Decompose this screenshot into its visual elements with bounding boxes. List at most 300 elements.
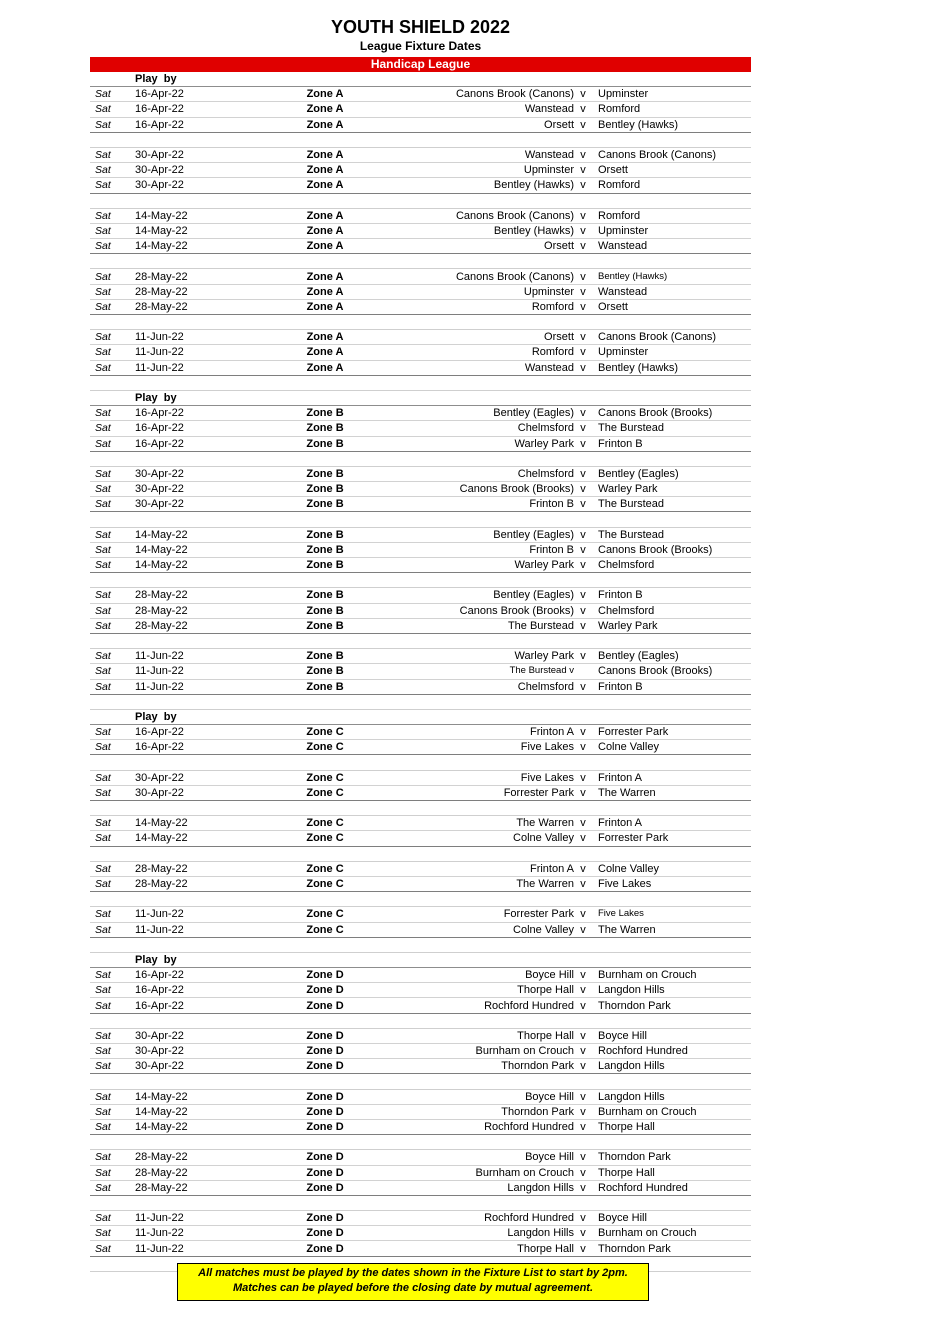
zone-cell: Zone B [306,467,344,480]
home-team: The Warren [516,878,574,891]
versus-cell: v [580,1166,586,1179]
home-team: Boyce Hill [525,969,574,982]
fixture-row [90,558,751,573]
away-team: Burnham on Crouch [598,1227,697,1240]
fixture-row [90,345,751,360]
away-team: Upminster [598,224,649,237]
day-cell: Sat [95,164,111,177]
away-team: The Burstead [598,422,665,435]
spacer-row [90,1014,751,1029]
date-cell: 30-Apr-22 [135,164,184,177]
versus-cell: v [580,224,586,237]
home-team: Canons Brook (Brooks) [459,604,574,617]
zone-cell: Zone D [306,1105,344,1118]
day-cell: Sat [95,1227,111,1240]
versus-cell: v [580,467,586,480]
home-team: Upminster [523,285,574,298]
date-cell: 30-Apr-22 [135,771,184,784]
page-title: YOUTH SHIELD 2022 [330,17,511,37]
versus-cell: v [580,680,586,693]
fixture-row [90,285,751,300]
day-cell: Sat [95,665,111,678]
day-cell: Sat [95,1029,111,1042]
away-team: Colne Valley [598,862,659,875]
away-team: Frinton A [598,771,643,784]
fixture-row [90,224,751,239]
day-cell: Sat [95,1181,111,1194]
versus-cell: v [580,923,586,936]
fixture-row [90,269,751,284]
fixture-row [90,118,751,133]
date-cell: 14-May-22 [135,209,188,222]
day-cell: Sat [95,346,111,359]
versus-cell: v [580,817,586,830]
away-team: Warley Park [598,619,658,632]
away-team: Colne Valley [598,741,659,754]
versus-cell: v [580,346,586,359]
fixture-row [90,771,751,786]
day-cell: Sat [95,224,111,237]
day-cell: Sat [95,726,111,739]
home-team: Bentley (Eagles) [493,589,574,602]
fixture-row [90,664,751,679]
date-cell: 28-May-22 [135,270,188,283]
away-team: The Warren [598,786,656,799]
date-cell: 14-May-22 [135,528,188,541]
date-cell: 14-May-22 [135,240,188,253]
versus-cell: v [580,908,586,921]
fixture-row [90,178,751,193]
away-team: Upminster [598,346,649,359]
versus-cell: v [580,103,586,116]
home-team: Burnham on Crouch [475,1166,574,1179]
spacer-row [90,452,751,467]
versus-cell: v [580,1060,586,1073]
home-team: Rochford Hundred [484,1212,574,1225]
date-cell: 28-May-22 [135,619,188,632]
zone-cell: Zone D [306,1242,344,1255]
date-cell: 16-Apr-22 [135,407,184,420]
zone-cell: Zone A [306,179,344,192]
spacer-row [90,254,751,269]
date-cell: 11-Jun-22 [135,908,184,921]
day-cell: Sat [95,467,111,480]
fixture-row [90,1029,751,1044]
zone-cell: Zone A [306,118,344,131]
versus-cell: v [580,1121,586,1134]
away-team: Bentley (Hawks) [598,361,679,374]
home-team: Upminster [523,164,574,177]
spacer-row [90,634,751,649]
versus-cell: v [580,1181,586,1194]
home-team: Thorndon Park [501,1060,574,1073]
away-team: Orsett [598,300,628,313]
date-cell: 30-Apr-22 [135,1029,184,1042]
versus-cell: v [580,164,586,177]
date-cell: 11-Jun-22 [135,923,184,936]
away-team: Langdon Hills [598,1060,665,1073]
day-cell: Sat [95,786,111,799]
away-team: Bentley (Eagles) [598,650,679,663]
versus-cell: v [580,862,586,875]
zone-cell: Zone C [306,908,344,921]
versus-cell: v [580,1029,586,1042]
day-cell: Sat [95,923,111,936]
away-team: Boyce Hill [598,1029,647,1042]
away-team: Warley Park [598,483,658,496]
home-team: Langdon Hills [507,1181,574,1194]
day-cell: Sat [95,741,111,754]
home-team: Forrester Park [503,786,574,799]
zone-cell: Zone B [306,407,344,420]
zone-cell: Zone B [306,680,344,693]
home-team: Boyce Hill [525,1090,574,1103]
home-team: Boyce Hill [525,1151,574,1164]
zone-cell: Zone B [306,543,344,556]
away-team: Thorpe Hall [598,1166,655,1179]
date-cell: 30-Apr-22 [135,467,184,480]
fixture-row [90,406,751,421]
fixture-row [90,482,751,497]
footer-note-line2: Matches can be played before the closing date by mutual agreement. [232,1282,594,1294]
away-team: Romford [598,179,641,192]
fixture-row [90,1166,751,1181]
home-team: Romford [531,300,574,313]
home-team: Bentley (Eagles) [493,528,574,541]
day-cell: Sat [95,300,111,313]
away-team: Romford [598,103,641,116]
zone-cell: Zone D [306,1029,344,1042]
home-team: Bentley (Hawks) [493,179,574,192]
fixture-row [90,740,751,755]
spacer-row [90,755,751,770]
fixture-row [90,862,751,877]
spacer-row [90,801,751,816]
day-cell: Sat [95,498,111,511]
away-team: Thorndon Park [598,1242,671,1255]
home-team: Thorpe Hall [517,984,574,997]
versus-cell: v [580,1090,586,1103]
date-cell: 30-Apr-22 [135,179,184,192]
home-team: Frinton A [529,862,574,875]
away-team: Forrester Park [598,726,669,739]
day-cell: Sat [95,984,111,997]
zone-cell: Zone D [306,1227,344,1240]
zone-cell: Zone C [306,862,344,875]
fixture-row [90,361,751,376]
day-cell: Sat [95,88,111,101]
date-cell: 16-Apr-22 [135,422,184,435]
date-cell: 16-Apr-22 [135,103,184,116]
home-team: Wanstead [524,361,574,374]
fixture-row [90,725,751,740]
versus-cell: v [580,407,586,420]
versus-cell: v [580,118,586,131]
date-cell: 11-Jun-22 [135,346,184,359]
away-team: Wanstead [598,285,648,298]
date-cell: 28-May-22 [135,285,188,298]
date-cell: 14-May-22 [135,559,188,572]
footer-note-line1: All matches must be played by the dates shown in the Fixture List to start by 2pm. [198,1267,628,1279]
versus-cell: v [580,741,586,754]
zone-cell: Zone A [306,224,344,237]
home-team: Wanstead [524,103,574,116]
day-cell: Sat [95,285,111,298]
spacer-row [90,1074,751,1089]
versus-cell: v [580,361,586,374]
date-cell: 28-May-22 [135,604,188,617]
day-cell: Sat [95,422,111,435]
home-team: Orsett [544,118,574,131]
fixture-row [90,543,751,558]
date-cell: 16-Apr-22 [135,969,184,982]
play-by-label: Play by [135,710,177,723]
home-team: Bentley (Eagles) [493,407,574,420]
fixture-row [90,649,751,664]
zone-cell: Zone B [306,665,344,678]
play-by-row [90,710,751,725]
zone-cell: Zone B [306,437,344,450]
versus-cell: v [580,1151,586,1164]
zone-cell: Zone C [306,878,344,891]
away-team: Rochford Hundred [598,1181,688,1194]
day-cell: Sat [95,862,111,875]
page-subtitle: League Fixture Dates [359,39,482,53]
spacer-row [90,1196,751,1211]
zone-cell: Zone D [306,1151,344,1164]
day-cell: Sat [95,528,111,541]
date-cell: 30-Apr-22 [135,1060,184,1073]
date-cell: 30-Apr-22 [135,498,184,511]
zone-cell: Zone D [306,1212,344,1225]
day-cell: Sat [95,331,111,344]
day-cell: Sat [95,270,111,283]
zone-cell: Zone B [306,619,344,632]
date-cell: 28-May-22 [135,1166,188,1179]
zone-cell: Zone C [306,817,344,830]
home-team: Orsett [544,240,574,253]
zone-cell: Zone C [306,923,344,936]
date-cell: 30-Apr-22 [135,149,184,162]
day-cell: Sat [95,103,111,116]
fixture-row [90,497,751,512]
play-by-label: Play by [135,73,177,86]
day-cell: Sat [95,149,111,162]
date-cell: 16-Apr-22 [135,726,184,739]
zone-cell: Zone A [306,103,344,116]
fixture-row [90,148,751,163]
date-cell: 14-May-22 [135,543,188,556]
home-team: Frinton B [529,543,574,556]
versus-cell: v [580,878,586,891]
away-team: Forrester Park [598,832,669,845]
fixture-row [90,816,751,831]
zone-cell: Zone C [306,741,344,754]
home-team: Langdon Hills [507,1227,574,1240]
zone-cell: Zone B [306,483,344,496]
date-cell: 28-May-22 [135,878,188,891]
date-cell: 11-Jun-22 [135,680,184,693]
away-team: Thorndon Park [598,999,671,1012]
date-cell: 16-Apr-22 [135,437,184,450]
date-cell: 14-May-22 [135,224,188,237]
versus-cell: v [580,300,586,313]
day-cell: Sat [95,179,111,192]
fixture-row [90,102,751,117]
home-team: Five Lakes [520,741,574,754]
day-cell: Sat [95,437,111,450]
day-cell: Sat [95,1242,111,1255]
day-cell: Sat [95,118,111,131]
versus-cell: v [580,285,586,298]
date-cell: 30-Apr-22 [135,483,184,496]
day-cell: Sat [95,361,111,374]
versus-cell: v [580,786,586,799]
play-by-row [90,391,751,406]
away-team: Bentley (Hawks) [598,270,668,282]
date-cell: 14-May-22 [135,1090,188,1103]
versus-cell: v [580,149,586,162]
day-cell: Sat [95,832,111,845]
away-team: Canons Brook (Canons) [598,331,717,344]
fixture-row [90,421,751,436]
fixture-row [90,330,751,345]
away-team: Thorpe Hall [598,1121,655,1134]
away-team: Canons Brook (Brooks) [598,543,713,556]
date-cell: 11-Jun-22 [135,1212,184,1225]
versus-cell: v [580,1105,586,1118]
versus-cell: v [580,650,586,663]
versus-cell: v [580,498,586,511]
fixture-row [90,239,751,254]
day-cell: Sat [95,1121,111,1134]
home-team: Orsett [544,331,574,344]
date-cell: 11-Jun-22 [135,1227,184,1240]
day-cell: Sat [95,483,111,496]
home-team: Chelmsford [517,467,574,480]
day-cell: Sat [95,589,111,602]
versus-cell: v [580,543,586,556]
play-by-row [90,72,751,87]
away-team: Langdon Hills [598,1090,665,1103]
home-team: Rochford Hundred [484,1121,574,1134]
day-cell: Sat [95,1045,111,1058]
versus-cell: v [580,422,586,435]
home-team: Colne Valley [513,832,574,845]
date-cell: 28-May-22 [135,1151,188,1164]
versus-cell: v [580,528,586,541]
versus-cell: v [580,88,586,101]
home-team: Romford [531,346,574,359]
league-banner: Handicap League [90,57,751,72]
fixture-row [90,619,751,634]
date-cell: 16-Apr-22 [135,118,184,131]
home-team: Frinton A [529,726,574,739]
fixture-row [90,1211,751,1226]
day-cell: Sat [95,908,111,921]
fixture-row [90,604,751,619]
versus-cell: v [580,240,586,253]
zone-cell: Zone D [306,1121,344,1134]
versus-cell: v [580,604,586,617]
home-team: Wanstead [524,149,574,162]
date-cell: 11-Jun-22 [135,650,184,663]
day-cell: Sat [95,1151,111,1164]
day-cell: Sat [95,878,111,891]
zone-cell: Zone A [306,88,344,101]
zone-cell: Zone C [306,786,344,799]
zone-cell: Zone D [306,984,344,997]
home-team: The Burstead [507,619,574,632]
versus-cell: v [580,179,586,192]
versus-cell: v [580,270,586,283]
date-cell: 14-May-22 [135,832,188,845]
spacer-row [90,194,751,209]
day-cell: Sat [95,1212,111,1225]
home-team: Forrester Park [503,908,574,921]
fixture-row [90,1059,751,1074]
away-team: Wanstead [598,240,648,253]
fixture-row [90,588,751,603]
footer-note [177,1263,649,1301]
versus-cell: v [580,483,586,496]
date-cell: 16-Apr-22 [135,984,184,997]
versus-cell: v [580,559,586,572]
day-cell: Sat [95,1060,111,1073]
zone-cell: Zone A [306,285,344,298]
home-team: Burnham on Crouch [475,1045,574,1058]
spacer-row [90,133,751,148]
zone-cell: Zone D [306,1045,344,1058]
home-team: Warley Park [514,650,574,663]
day-cell: Sat [95,1090,111,1103]
zone-cell: Zone B [306,498,344,511]
date-cell: 30-Apr-22 [135,1045,184,1058]
date-cell: 28-May-22 [135,300,188,313]
away-team: Upminster [598,88,649,101]
fixture-row [90,209,751,224]
spacer-row [90,847,751,862]
zone-cell: Zone A [306,209,344,222]
fixture-row [90,786,751,801]
fixture-row [90,983,751,998]
zone-cell: Zone A [306,361,344,374]
zone-cell: Zone C [306,726,344,739]
versus-cell: v [580,209,586,222]
play-by-label: Play by [135,953,177,966]
fixture-row [90,968,751,983]
fixture-row [90,1044,751,1059]
home-team: Thorpe Hall [517,1242,574,1255]
zone-cell: Zone A [306,240,344,253]
spacer-row [90,315,751,330]
fixture-row [90,467,751,482]
fixture-row [90,300,751,315]
date-cell: 28-May-22 [135,862,188,875]
spacer-row [90,376,751,391]
fixture-row [90,1090,751,1105]
zone-cell: Zone D [306,999,344,1012]
zone-cell: Zone D [306,1060,344,1073]
zone-cell: Zone A [306,270,344,283]
zone-cell: Zone B [306,528,344,541]
away-team: Five Lakes [598,878,652,891]
home-team: Canons Brook (Canons) [455,209,574,222]
day-cell: Sat [95,817,111,830]
away-team: Canons Brook (Brooks) [598,665,713,678]
home-team: Canons Brook (Canons) [455,88,574,101]
away-team: Burnham on Crouch [598,1105,697,1118]
